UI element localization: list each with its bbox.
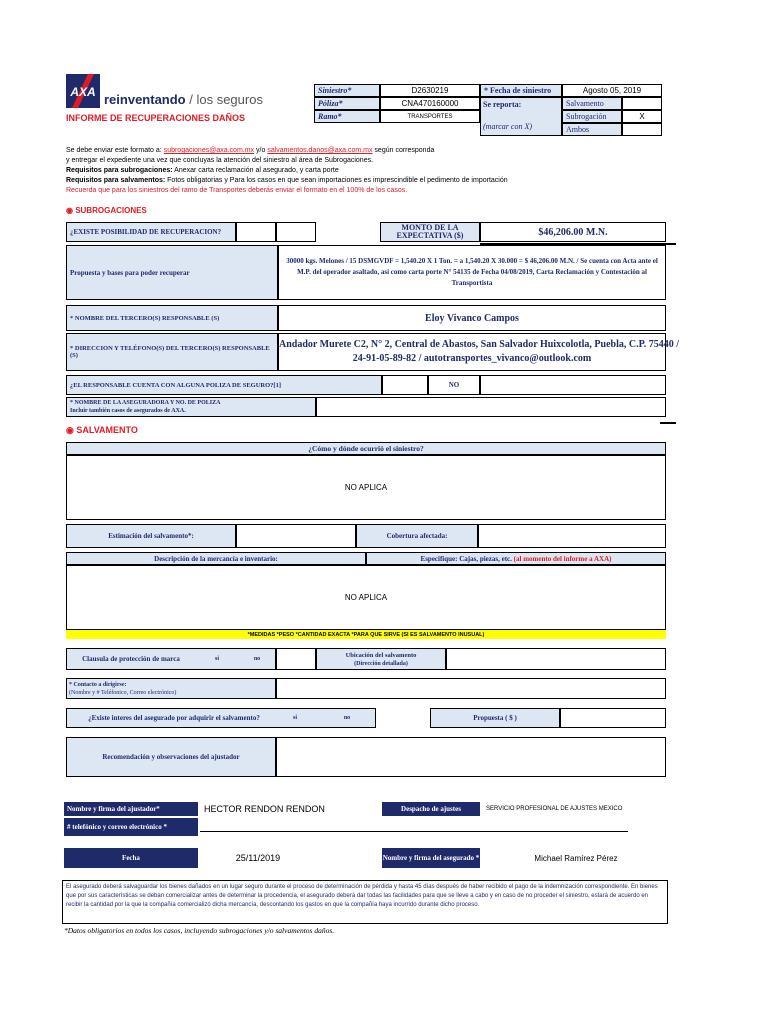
opt-salvamento-mark[interactable] [622,97,662,110]
poliza-value[interactable]: CNA470160000 [380,97,480,110]
asegurado-value[interactable]: Michael Ramírez Pérez [534,853,618,863]
ramo-value[interactable]: TRANSPORTES [380,110,480,123]
subrogaciones-title: ◉ SUBROGACIONES [66,206,147,215]
cobertura-label: Cobertura afectada: [356,524,478,548]
monto-label: MONTO DE LA EXPECTATIVA ($) [380,222,480,242]
form-title: INFORME DE RECUPERACIONES DAÑOS [66,113,246,123]
direccion-label: * DIRECCION Y TELÉFONO(S) DEL TERCERO(S) RESPONSABLE (S) [66,333,278,371]
instr-line4: Requisitos para salvamentos: Fotos obligatorias y Para los casos en que sean importaciones es imprescindible el pedimento de importación [66,177,508,184]
axa-logo-text: AXA [70,85,96,99]
direccion-value[interactable] [278,333,680,371]
email-salvamentos-link[interactable]: salvamentos.danos@axa.com.mx [267,147,373,154]
despacho-label: Despacho de ajustes [382,802,480,816]
tercero-label: * NOMBRE DEL TERCERO(S) RESPONSABLE (S) [66,305,278,331]
instr-line3: Requisitos para subrogaciones: Anexar carta reclamación al asegurado, y carta porte [66,167,339,174]
direccion-line1: Andador Murete C2, N° 2, Central de Abastos, San Salvador Huixcolotla, Puebla, C.P. 75440 / [279,339,680,350]
opt-ambos-mark[interactable] [622,123,662,136]
fecha-siniestro-label: * Fecha de siniestro [480,84,562,97]
como-value[interactable]: NO APLICA [66,455,666,520]
clausula-gap [276,648,316,670]
propuesta-salv-value[interactable] [560,708,666,728]
header-table [314,84,662,136]
descripcion-label: Descripción de la mercancía e inventario: [66,552,366,565]
reporta-label: Se reporta: [483,100,522,109]
ajustador-label: Nombre y firma del ajustador* [64,802,198,816]
estimacion-label: Estimación del salvamento*: [66,524,236,548]
propuesta-value[interactable]: 30000 kgs. Melones / 15 DSMGVDF = 1,540.20 X 1 Ton. = a 1,540.20 X 30.000 = $ 46,206.00 M.N. / Se cuenta con Acta ante el M.P. del operador asaltado, así como carta porte N° 54135 de Fecha 04/08/2019, Carta Reclamación y Contestación al Transportista [278,245,666,300]
salvamento-title: ◉ SALVAMENTO [66,425,138,435]
aseguradora-value[interactable] [316,397,666,417]
poliza-seguro-extra [480,375,666,395]
monto-value[interactable]: $46,206.00 M.N. [480,222,666,242]
reporta-box [480,97,562,136]
poliza-seguro-label: ¿EL RESPONSABLE CUENTA CON ALGUNA POLIZA DE SEGURO?[1] [66,375,382,395]
clausula-si[interactable]: si [214,656,219,662]
clausula-label: Clausula de protección de marca [82,655,180,663]
instr-line5: Recuerda que para los siniestros del ramo de Transportes deberás enviar el formato en el 100% de los casos. [66,187,408,194]
posibilidad-label: ¿EXISTE POSIBILIDAD DE RECUPERACION? [66,222,236,242]
descripcion-value[interactable]: NO APLICA [66,565,666,630]
opt-salvamento: Salvamento [562,97,622,110]
contacto-label: * Contacto a dirigirse: (Nombre y # Teléfonico, Correo electrónico) [66,678,276,699]
telefono-value[interactable] [200,818,628,832]
direccion-line2: 24-91-05-89-82 / autotransportes_vivanco@outlook.com [352,353,592,364]
telefono-label: # telefónico y correo electrónico * [64,818,198,836]
opt-ambos: Ambos [562,123,622,136]
fecha-siniestro-value[interactable]: Agosto 05, 2019 [562,84,662,97]
email-subrogaciones-link[interactable]: subrogaciones@axa.com.mx [163,147,255,154]
section-bullet-icon: ◉ [66,425,77,435]
especifique-label: Especifique: Cajas, piezas, etc. (al momento del informe a AXA) [366,552,666,565]
footer-note: *Datos obligatorios en todos los casos, incluyendo subrogaciones y/o salvamentos daños. [64,926,335,935]
instructions [66,146,666,196]
interes-si[interactable]: si [292,715,297,721]
medidas-note: *MEDIDAS *PESO *CANTIDAD EXACTA *PARA QUE SIRVE (SI ES SALVAMENTO INUSUAL) [66,630,666,639]
instr-line2: y entregar el expediente una vez que concluyas la atención del siniestro al área de Subrogaciones. [66,157,374,164]
siniestro-label: Siniestro* [314,84,380,97]
posibilidad-no[interactable] [276,222,316,242]
ramo-label: Ramo* [314,110,380,123]
propuesta-salv-label: Propuesta ( $ ) [430,708,560,728]
siniestro-value[interactable]: D2630219 [380,84,480,97]
disclaimer-box: El asegurado deberá salvaguardar los bienes dañados en un lugar seguro durante el proceso de determinación de pérdida y hasta 45 días después de haber recibido el pago de la indemnización correspondiente. En bienes que por sus características se deban comercializar antes de determinar la procedencia, el asegurado deberá dar todas las facilidades para que se lleve a cabo y en caso de no proceder el siniestro, estará de acuerdo en recibir la cantidad por la que la compañía comercializó dicha mercancía, descontando los gastos en que la compañía haya incurrido durante dicho proceso. [62,880,668,924]
recomendacion-label: Recomendación y observaciones del ajustador [66,737,276,777]
asegurado-label: Nombre y firma del asegurado * [382,848,480,868]
poliza-label: Póliza* [314,97,380,110]
ubicacion-label: Ubicación del salvamento (Dirección detallada) [316,648,446,670]
despacho-value[interactable]: SERVICIO PROFESIONAL DE AJUSTES MEXICO [486,806,623,812]
poliza-seguro-si[interactable] [382,375,428,395]
opt-subrogacion: Subrogación [562,110,622,123]
estimacion-value[interactable] [236,524,356,548]
marcar-label: (marcar con X) [483,122,533,131]
tercero-value[interactable]: Eloy Vivanco Campos [278,305,666,331]
axa-logo [66,74,100,108]
brand-tagline [104,92,263,107]
como-label: ¿Cómo y dónde ocurrió el siniestro? [66,442,666,455]
poliza-seguro-value[interactable]: NO [428,375,480,395]
ajustador-value[interactable]: HECTOR RENDON RENDON [204,804,325,814]
aseguradora-label: * NOMBRE DE LA ASEGURADORA Y NO. DE POLIZA Incluir también casos de asegurados de AXA. [66,397,316,417]
posibilidad-si[interactable] [236,222,276,242]
divider-line-2 [660,422,676,424]
interes-label: ¿Existe interes del asegurado por adquirir el salvamento? [88,714,260,722]
opt-subrogacion-mark[interactable]: X [622,110,662,123]
instr-line1: Se debe enviar este formato a: subrogaciones@axa.com.mx y/o salvamentos.danos@axa.com.mx según corresponda [66,147,435,154]
tagline-light: / los seguros [189,92,263,107]
tagline-bold: reinventando [104,92,186,107]
contacto-value[interactable] [276,678,666,699]
fecha-label: Fecha [64,848,198,868]
cobertura-value[interactable] [478,524,666,548]
section-bullet-icon: ◉ [66,206,76,215]
recomendacion-value[interactable] [276,737,666,777]
interes-no[interactable]: no [343,715,351,721]
propuesta-label: Propuesta y bases para poder recuperar [66,245,278,300]
fecha-value[interactable]: 25/11/2019 [235,853,281,863]
ubicacion-value[interactable] [446,648,666,670]
clausula-no[interactable]: no [253,656,261,662]
